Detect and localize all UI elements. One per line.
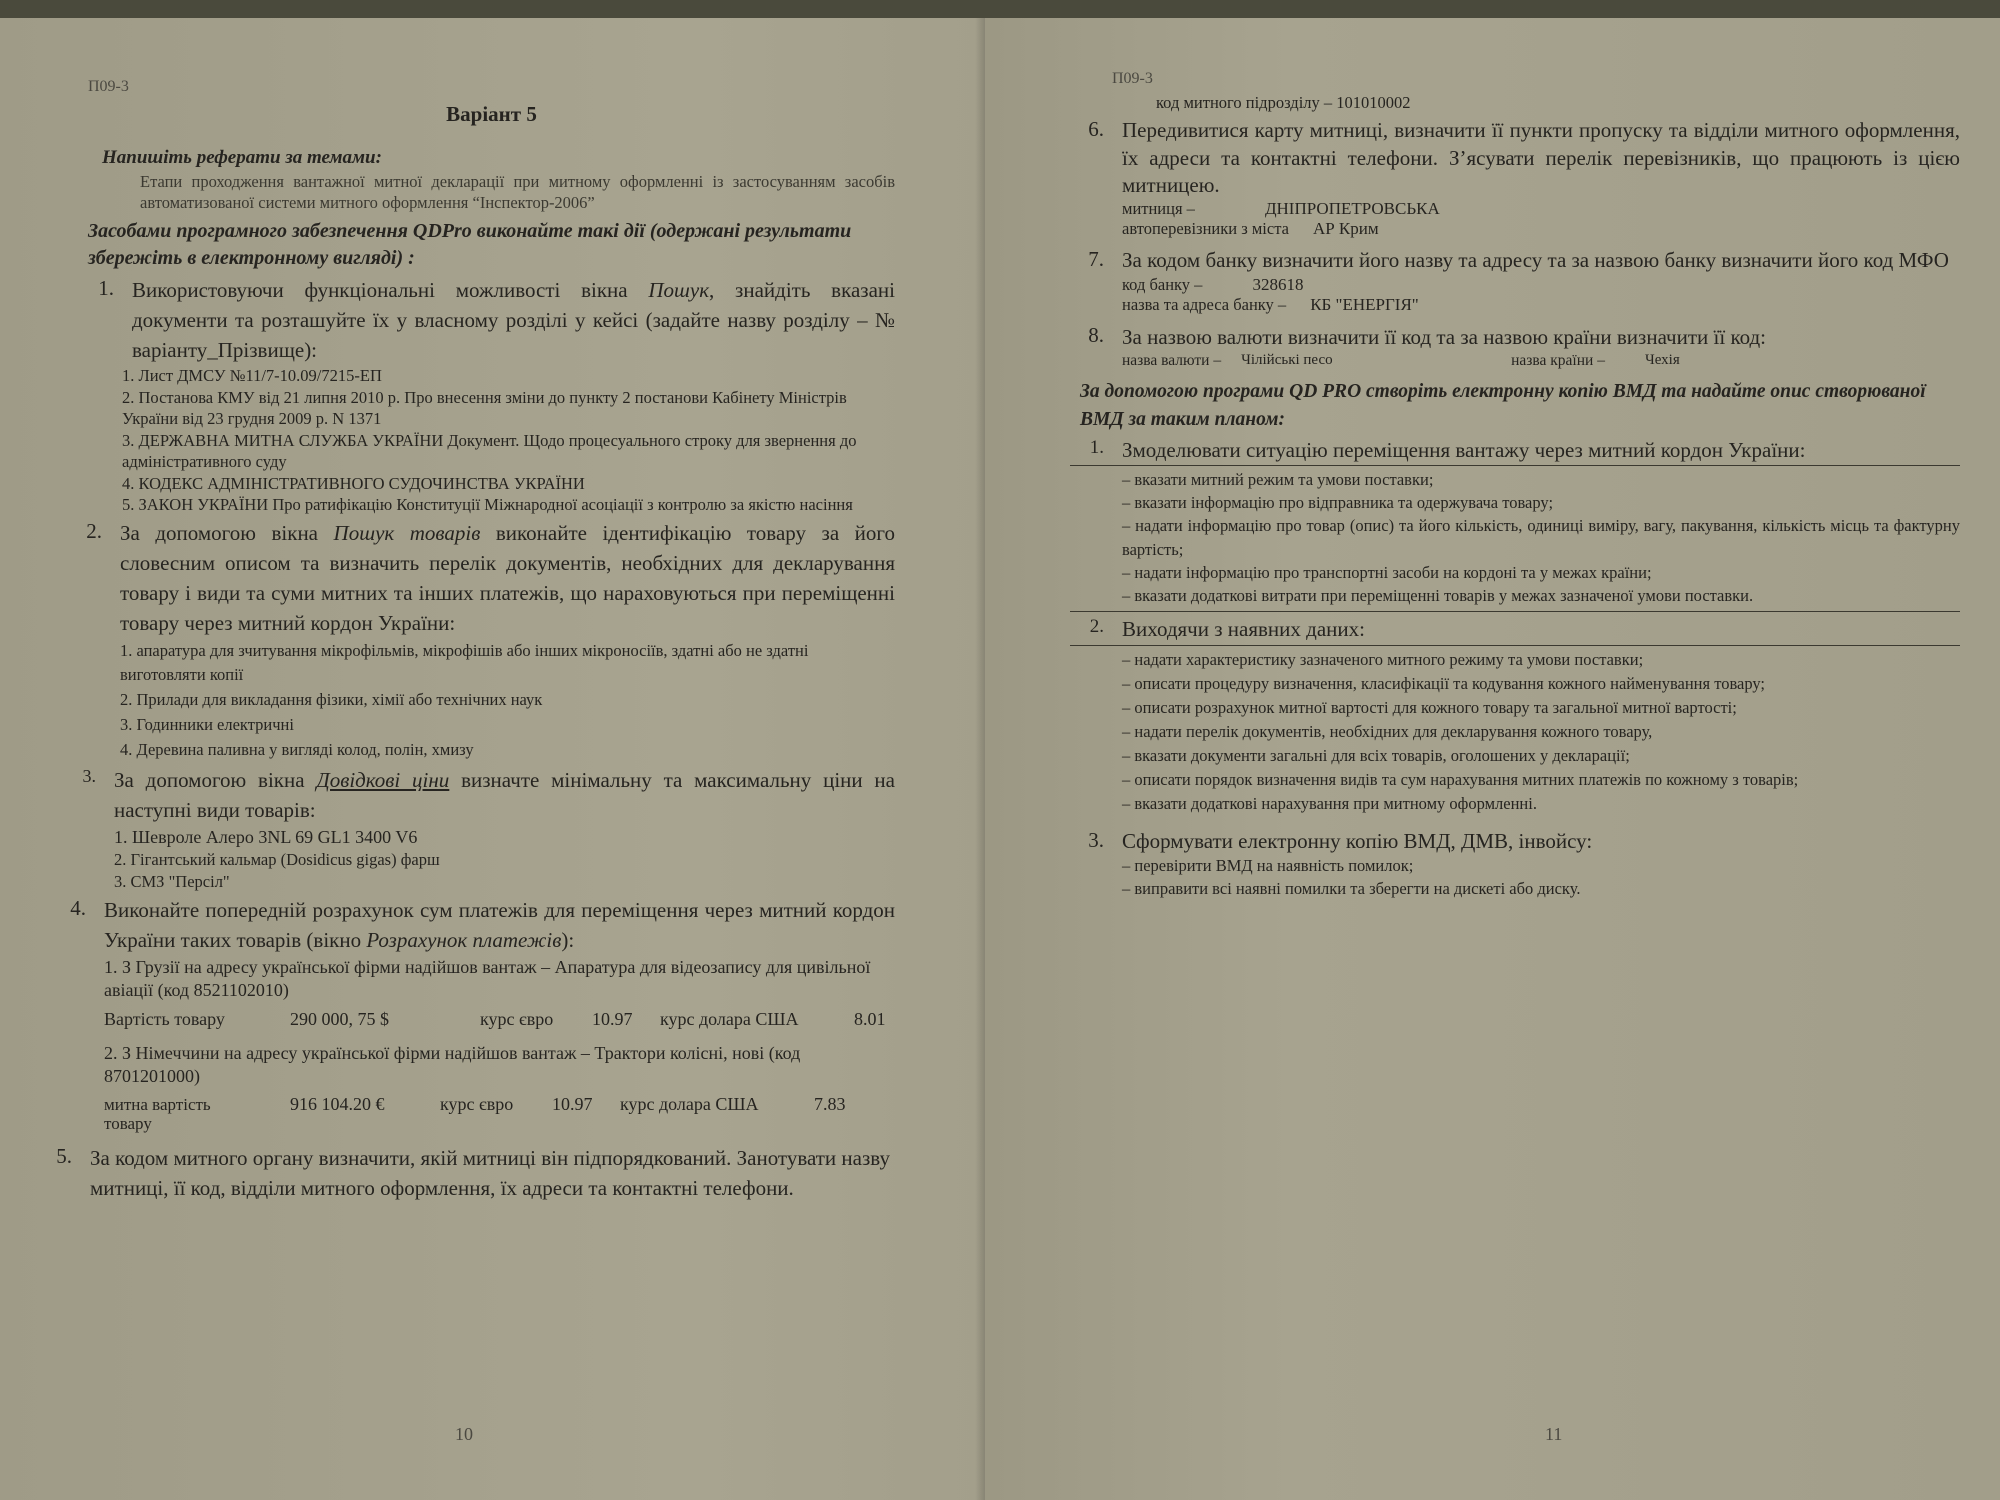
plan-number: 1. xyxy=(1089,437,1104,459)
page-header: П09-3 xyxy=(1112,70,1153,87)
carriers-row xyxy=(1122,219,1960,239)
list-item: – вказати додаткові витрати при переміщенні товарів у межах зазначеної умови поставки. xyxy=(1122,585,1754,605)
eur-rate: 10.97 xyxy=(592,1008,633,1029)
qdpro-heading: Засобами програмного забезпечення QDPro виконайте такі дії (одержані результати збережіть в електронному вигляді) : xyxy=(88,219,852,269)
plan-3 xyxy=(1080,828,1960,854)
list-item: – описати процедуру визначення, класифікації та кодування кожного найменування товару; xyxy=(1122,674,1766,694)
customs-label: митниця – xyxy=(1122,199,1195,219)
value-amount: 290 000, 75 $ xyxy=(290,1008,389,1029)
list-item: 1. Шевроле Алеро 3NL 69 GL1 3400 V6 xyxy=(114,827,418,847)
plan-2 xyxy=(1080,616,1960,643)
plan-text: Змоделювати ситуацію переміщення вантажу через митний кордон України: xyxy=(1122,438,1806,463)
task-1 xyxy=(90,276,895,516)
plan-3-bullets xyxy=(1122,854,1960,900)
carriers-value: АР Крим xyxy=(1312,219,1379,239)
country-label: назва країни – xyxy=(1511,352,1605,370)
bank-name-value: КБ "ЕНЕРГІЯ" xyxy=(1310,294,1419,314)
value-label: Вартість товару xyxy=(104,1008,225,1029)
task-2 xyxy=(78,519,895,762)
plan-number: 2. xyxy=(1089,615,1104,637)
case-1-values xyxy=(104,1009,895,1030)
task-text: За кодом митного органу визначити, якій митниці він підпорядкований. Занотувати назву митниці, її код, відділи митного оформлення, їх адреси та контактні телефони. xyxy=(90,1145,890,1200)
list-item: 3. ДЕРЖАВНА МИТНА СЛУЖБА УКРАЇНИ Документ. Щодо процесуального строку для звернення до адміністративного суду xyxy=(122,430,857,472)
plan-1 xyxy=(1080,437,1960,463)
task-7 xyxy=(1080,247,1960,314)
usd-rate: 8.01 xyxy=(854,1008,886,1029)
list-item: 5. ЗАКОН УКРАЇНИ Про ратифікацію Конституції Міжнародної асоціації з контролю за якістю насіння xyxy=(122,494,853,514)
essay-heading: Напишіть реферати за темами: xyxy=(102,147,382,168)
list-item: 1. апаратура для зчитування мікрофільмів, мікрофішів або інших мікроносіїв, здатні або не здатні виготовляти копії xyxy=(120,640,809,685)
value-amount: 916 104.20 € xyxy=(290,1094,385,1115)
bank-code-value: 328618 xyxy=(1252,274,1304,294)
right-page xyxy=(985,18,2000,1500)
task-text: Використовуючи функціональні можливості вікна Пошук, знайдіть вказані документи та розташуйте їх у власному розділі у кейсі (задайте назву розділу – № варіанту_Прізвище): xyxy=(132,277,895,362)
document-list xyxy=(122,365,895,515)
qdpro-plan-heading: За допомогою програми QD PRO створіть електронну копію ВМД та надайте опис створюваної ВМД за таким планом: xyxy=(1080,381,1926,430)
list-item: – виправити всі наявні помилки та зберегти на дискеті або диску. xyxy=(1122,878,1581,898)
carriers-label: автоперевізники з міста xyxy=(1122,219,1289,239)
task-number: 3. xyxy=(82,766,96,787)
eur-label: курс євро xyxy=(440,1094,514,1115)
page-number: 10 xyxy=(455,1424,473,1444)
task-text: Виконайте попередній розрахунок сум платежів для переміщення через митний кордон України таких товарів (вікно Розрахунок платежів): xyxy=(104,898,895,953)
task-number: 2. xyxy=(86,519,102,544)
task-text: Передивитися карту митниці, визначити її пункти пропуску та відділи митного оформлення, їх адреси та контактні телефони. З’ясувати перелік перевізників, що працюють із цією митницею. xyxy=(1122,118,1960,198)
currency-label: назва валюти – xyxy=(1122,352,1222,370)
list-item: – вказати інформацію про відправника та одержувача товару; xyxy=(1122,493,1554,513)
task-3 xyxy=(72,766,895,892)
list-item: 3. СМЗ "Персіл" xyxy=(114,871,230,891)
case-1-text: 1. З Грузії на адресу української фірми надійшов вантаж – Апаратура для відеозапису для цивільної авіації (код 8521102010) xyxy=(104,956,871,1001)
bank-code-label: код банку – xyxy=(1122,274,1203,294)
code-line: код митного підрозділу – 101010002 xyxy=(1156,93,1411,112)
customs-row xyxy=(1122,199,1960,219)
list-item: 4. КОДЕКС АДМІНІСТРАТИВНОГО СУДОЧИНСТВА УКРАЇНИ xyxy=(122,473,585,493)
list-item: – надати інформацію про товар (опис) та його кількість, одиниці виміру, вагу, пакування, кількість місць та фактурну вартість; xyxy=(1122,516,1960,559)
plan-text: Виходячи з наявних даних: xyxy=(1122,616,1365,641)
eur-rate: 10.97 xyxy=(552,1094,593,1115)
divider xyxy=(1070,611,1960,612)
list-item: 1. Лист ДМСУ №11/7-10.09/7215-ЕП xyxy=(122,366,382,386)
currency-value: Чілійські песо xyxy=(1241,352,1333,369)
task-number: 1. xyxy=(98,275,114,300)
task-number: 8. xyxy=(1088,322,1104,347)
list-item: – перевірити ВМД на наявність помилок; xyxy=(1122,855,1414,875)
page-number: 11 xyxy=(1545,1424,1563,1444)
task-number: 6. xyxy=(1088,117,1104,142)
bank-name-label: назва та адреса банку – xyxy=(1122,294,1287,314)
task-number: 7. xyxy=(1088,247,1104,272)
task-number: 4. xyxy=(70,896,86,921)
book-spread xyxy=(0,18,2000,1500)
list-item: – надати інформацію про транспортні засоби на кордоні та у межах країни; xyxy=(1122,562,1652,582)
country-value: Чехія xyxy=(1644,352,1680,369)
list-item: – описати розрахунок митної вартості для кожного товару та загальної митної вартості; xyxy=(1122,697,1737,717)
case-2-values xyxy=(104,1094,895,1133)
list-item: 3. Годинники електричні xyxy=(120,714,294,734)
list-item: 4. Деревина паливна у вигляді колод, полін, хмизу xyxy=(120,739,474,759)
task-5 xyxy=(48,1144,895,1204)
task-8 xyxy=(1080,323,1960,371)
plan-text: Сформувати електронну копію ВМД, ДМВ, інвойсу: xyxy=(1122,828,1593,853)
list-item: – вказати митний режим та умови поставки; xyxy=(1122,470,1434,490)
case-2-text: 2. З Німеччини на адресу української фірми надійшов вантаж – Трактори колісні, нові (код 8701201000) xyxy=(104,1042,801,1087)
currency-row xyxy=(1122,352,1960,370)
task-4 xyxy=(62,896,895,1140)
task-text: За кодом банку визначити його назву та адресу та за назвою банку визначити його код МФО xyxy=(1122,248,1949,273)
usd-label: курс долара США xyxy=(660,1008,799,1029)
divider xyxy=(1070,465,1960,466)
value-label: митна вартість товару xyxy=(104,1095,211,1134)
task-text: За допомогою вікна Пошук товарів виконайте ідентифікацію товару за його словесним описом та визначить перелік документів, необхідних для декларування товару і види та суми митних та інших платежів, що нараховуються при переміщенні товару через митний кордон України: xyxy=(120,521,895,635)
list-item: – надати перелік документів, необхідних для декларування кожного товару, xyxy=(1122,721,1653,741)
page-header: П09-3 xyxy=(88,78,129,95)
usd-label: курс долара США xyxy=(620,1094,759,1115)
bank-code-row xyxy=(1122,275,1960,295)
variant-title: Варіант 5 xyxy=(446,102,537,126)
list-item: – описати порядок визначення видів та сум нарахування митних платежів по кожному з товарів; xyxy=(1122,769,1799,789)
task-6 xyxy=(1080,117,1960,239)
plan-1-bullets xyxy=(1122,468,1960,607)
task-number: 5. xyxy=(56,1143,72,1168)
list-item: – вказати документи загальні для всіх товарів, оголошених у декларації; xyxy=(1122,745,1630,765)
plan-2-bullets xyxy=(1122,648,1960,815)
usd-rate: 7.83 xyxy=(814,1094,846,1115)
goods-list xyxy=(114,826,895,892)
list-item: 2. Прилади для викладання фізики, хімії або технічних наук xyxy=(120,690,543,710)
list-item: 2. Гігантський кальмар (Dosidicus gigas) фарш xyxy=(114,850,440,870)
task-text: За допомогою вікна Довідкові ціни визначте мінімальну та максимальну ціни на наступні види товарів: xyxy=(114,768,895,823)
list-item: – надати характеристику зазначеного митного режиму та умови поставки; xyxy=(1122,650,1644,670)
divider xyxy=(1070,645,1960,646)
goods-list xyxy=(120,639,895,763)
customs-value: ДНІПРОПЕТРОВСЬКА xyxy=(1264,199,1440,219)
list-item: – вказати додаткові нарахування при митному оформленні. xyxy=(1122,793,1537,813)
task-text: За назвою валюти визначити її код та за назвою країни визначити її код: xyxy=(1122,324,1766,349)
essay-topic: Етапи проходження вантажної митної декларації при митному оформленні із застосуванням засобів автоматизованої системи митного оформлення “Інспектор-2006” xyxy=(140,172,895,213)
list-item: 2. Постанова КМУ від 21 липня 2010 р. Про внесення зміни до пункту 2 постанови Кабінету Міністрів України від 23 грудня 2009 р. N 1371 xyxy=(122,387,847,429)
plan-number: 3. xyxy=(1088,827,1104,852)
left-page xyxy=(0,18,985,1500)
bank-name-row xyxy=(1122,295,1960,315)
eur-label: курс євро xyxy=(480,1008,554,1029)
